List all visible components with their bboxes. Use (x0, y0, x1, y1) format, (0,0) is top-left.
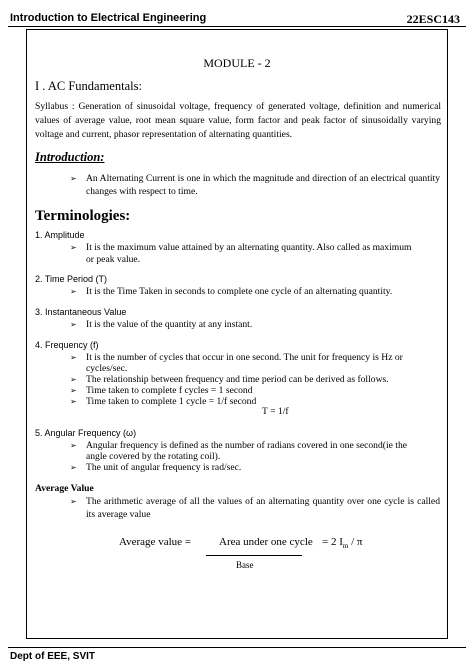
term-amplitude-label: 1. Amplitude (35, 230, 85, 240)
term-angular-frequency-cont: angle covered by the rotating coil). (86, 451, 221, 462)
bullet-text: An Alternating Current is one in which the magnitude and direction of an electrical quantity changes with respect to time. (86, 173, 440, 197)
arrow-bullet-icon: ➢ (70, 320, 77, 329)
average-value-bullet (70, 495, 440, 523)
arrow-bullet-icon: ➢ (70, 386, 77, 395)
bullet-text: Time taken to complete 1 cycle = 1/f second (86, 396, 257, 407)
bullet-text: The unit of angular frequency is rad/sec. (86, 462, 242, 473)
syllabus-paragraph: Syllabus : Generation of sinusoidal voltage, frequency of generated voltage, definition and numerical values of average value, root mean square value, form factor and peak factor of sinusoidally varying voltage and current, phasor representation of alternating quantities. (35, 101, 441, 140)
footer-divider (8, 647, 466, 648)
term-frequency-label: 4. Frequency (f) (35, 340, 99, 350)
arrow-bullet-icon: ➢ (70, 463, 77, 472)
term-amplitude-cont: or peak value. (86, 254, 141, 265)
term-angular-frequency-label: 5. Angular Frequency (ω) (35, 428, 137, 438)
arrow-bullet-icon: ➢ (70, 287, 77, 296)
bullet-text: Angular frequency is defined as the number of radians covered in one second(ie the (86, 440, 408, 451)
arrow-bullet-icon: ➢ (70, 174, 77, 183)
footer-department: Dept of EEE, SVIT (10, 651, 96, 662)
term-time-period-bullet (70, 285, 440, 299)
bullet-text: It is the maximum value attained by an alternating quantity. Also called as maximum (86, 242, 412, 253)
arrow-bullet-icon: ➢ (70, 375, 77, 384)
equation-numerator: Area under one cycle (219, 536, 313, 548)
arrow-bullet-icon: ➢ (70, 243, 77, 252)
equation-lhs: Average value = (119, 536, 191, 548)
bullet-text: It is the number of cycles that occur in one second. The unit for frequency is Hz or (86, 352, 403, 363)
bullet-text: The relationship between frequency and time period can be derived as follows. (86, 374, 389, 385)
equation-denominator: Base (236, 560, 254, 570)
introduction-bullet (70, 172, 440, 202)
bullet-text: It is the value of the quantity at any instant. (86, 319, 253, 330)
header-course-title: Introduction to Electrical Engineering (10, 12, 207, 24)
equation-rhs-prefix: = 2 I (322, 536, 343, 548)
term-angular-frequency-bullet-2 (70, 461, 440, 475)
terminologies-heading: Terminologies: (35, 208, 131, 224)
header-course-code: 22ESC143 (406, 12, 460, 26)
term-time-period-label: 2. Time Period (T) (35, 274, 108, 284)
equation-rhs (322, 536, 362, 550)
term-instantaneous-bullet (70, 318, 440, 332)
term-instantaneous-label: 3. Instantaneous Value (35, 307, 127, 317)
bullet-text: It is the Time Taken in seconds to complete one cycle of an alternating quantity. (86, 286, 393, 297)
equation-rhs-suffix: / π (348, 536, 363, 548)
bullet-text: The arithmetic average of all the values of an alternating quantity over one cycle is called its average value (86, 496, 440, 520)
equation-rhs-subscript: m (342, 542, 349, 551)
fraction-bar (206, 555, 302, 556)
module-title: MODULE - 2 (203, 56, 271, 70)
arrow-bullet-icon: ➢ (70, 497, 77, 506)
average-value-heading: Average Value (35, 483, 94, 494)
arrow-bullet-icon: ➢ (70, 441, 77, 450)
bullet-text: Time taken to complete f cycles = 1 second (86, 385, 253, 396)
frequency-formula: T = 1/f (262, 406, 289, 417)
term-frequency-cont: cycles/sec. (86, 363, 128, 374)
section-title: I . AC Fundamentals: (35, 79, 142, 93)
introduction-heading: Introduction: (35, 150, 105, 164)
term-frequency-bullet-4 (70, 395, 440, 409)
arrow-bullet-icon: ➢ (70, 353, 77, 362)
arrow-bullet-icon: ➢ (70, 397, 77, 406)
